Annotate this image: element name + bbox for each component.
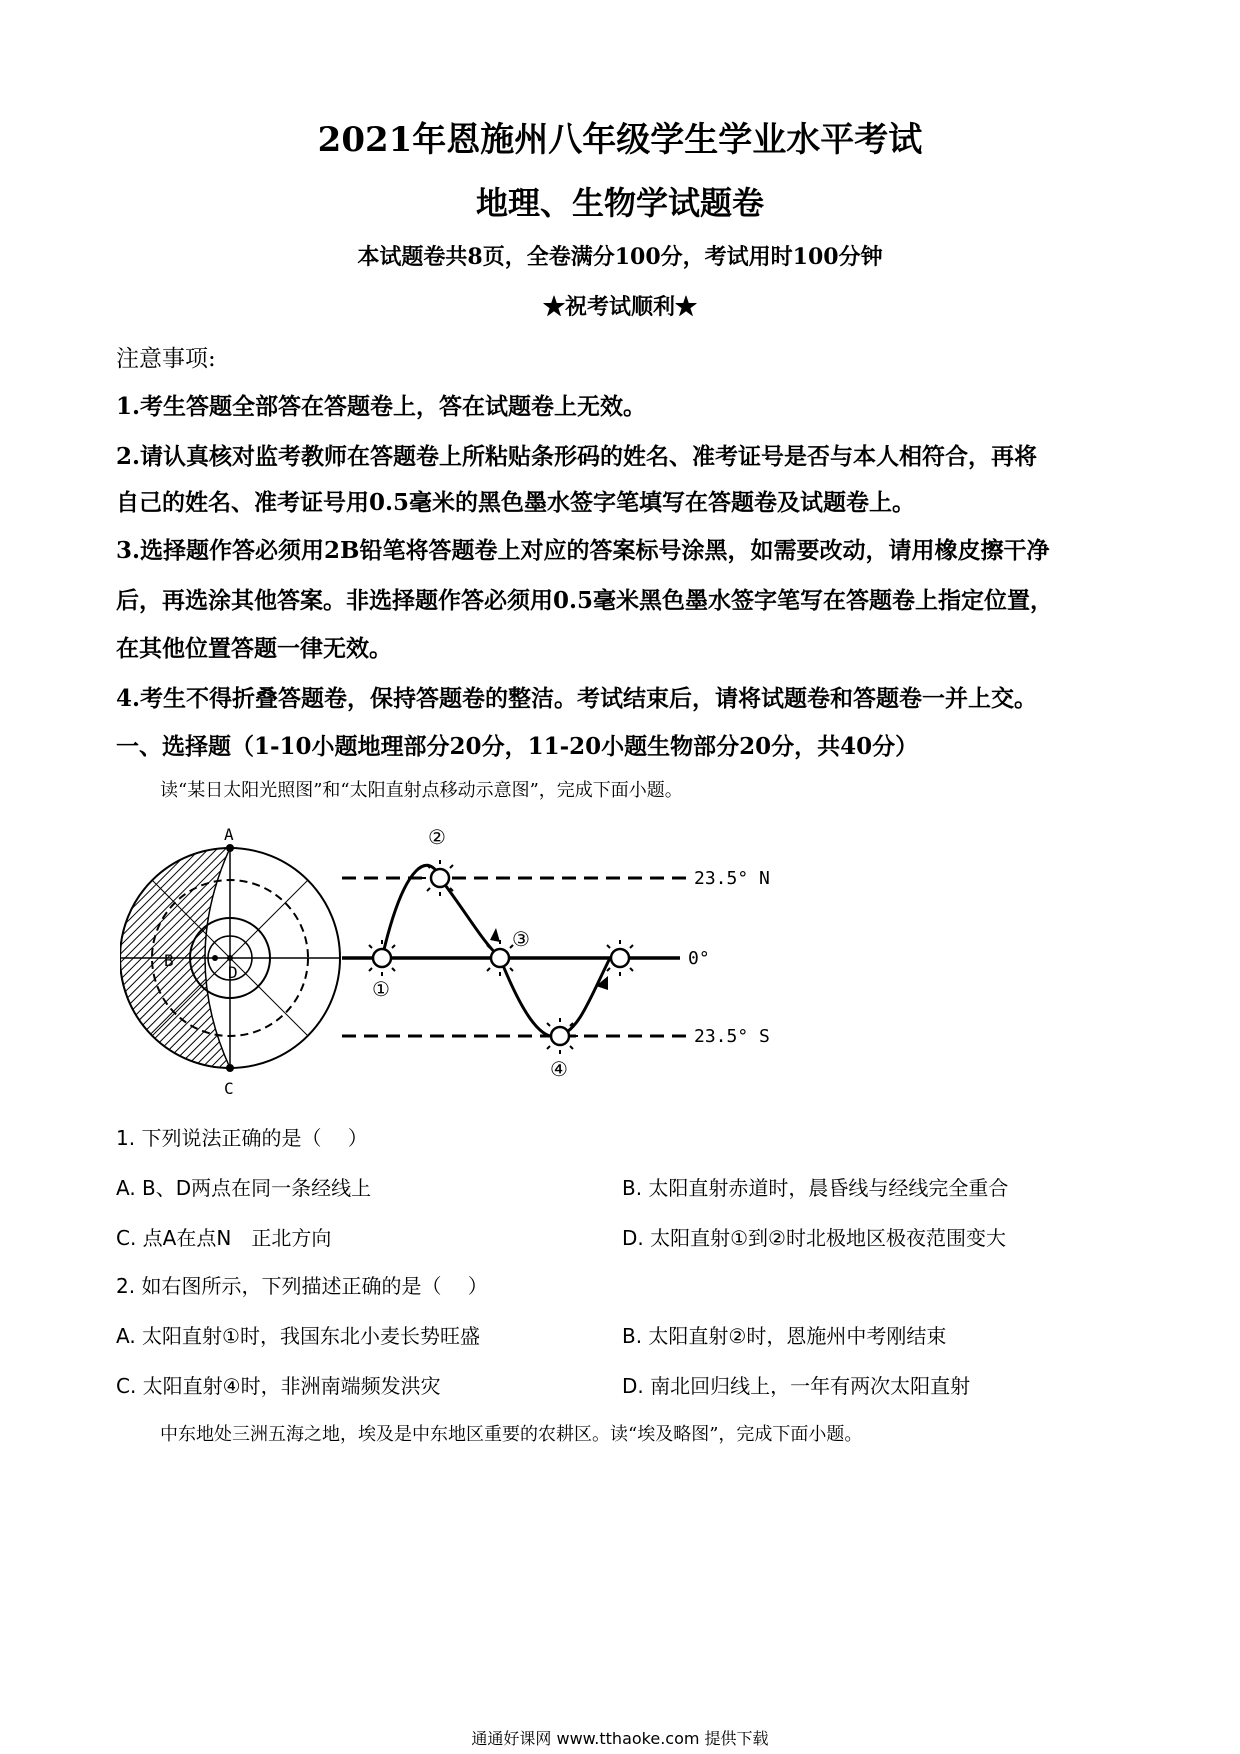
question-2-stem: 2. 如右图所示，下列描述正确的是（ ）: [116, 1274, 488, 1298]
question-1-option-c: C. 点A在点N 正北方向: [116, 1226, 332, 1250]
question-1-option-d: D. 太阳直射①到②时北极地区极夜范围变大: [622, 1226, 1006, 1250]
exam-wish: ★祝考试顺利★: [542, 294, 697, 320]
footer-source: 通通好课网 www.tthaoke.com 提供下载: [471, 1729, 769, 1748]
figure-sun-diagram: [120, 818, 800, 1102]
notice-item-4: 4.考生不得折叠答题卷，保持答题卷的整洁。考试结束后，请将试题卷和答题卷一并上交。: [116, 685, 1038, 712]
position-3-label: ③: [512, 927, 530, 951]
notice-item-3-line-3: 在其他位置答题一律无效。: [116, 635, 392, 662]
section-heading: 一、选择题（1-10小题地理部分20分，11-20小题生物部分20分，共40分）: [116, 733, 919, 760]
question-1-stem: 1. 下列说法正确的是（ ）: [116, 1126, 368, 1150]
notice-item-3-line-2: 后，再选涂其他答案。非选择题作答必须用0.5毫米黑色墨水签字笔写在答题卷上指定位置，: [116, 587, 1054, 614]
exam-title: 2021年恩施州八年级学生学业水平考试: [317, 120, 923, 160]
label-d: D: [228, 963, 238, 982]
question-intro-2: 中东地处三洲五海之地，埃及是中东地区重要的农耕区。读“埃及略图”，完成下面小题。: [160, 1424, 863, 1445]
position-1-label: ①: [372, 977, 390, 1001]
label-a: A: [224, 825, 234, 844]
question-1-option-b: B. 太阳直射赤道时，晨昏线与经线完全重合: [622, 1176, 1009, 1200]
lat-equator-label: 0°: [688, 948, 710, 969]
lat-south-label: 23.5° S: [694, 1026, 770, 1047]
notice-item-3-line-1: 3.选择题作答必须用2B铅笔将答题卷上对应的答案标号涂黑，如需要改动，请用橡皮擦干净: [116, 537, 1050, 564]
notice-item-2-line-1: 2.请认真核对监考教师在答题卷上所粘贴条形码的姓名、准考证号是否与本人相符合，再将: [116, 443, 1038, 470]
polar-globe: [120, 844, 340, 1072]
question-2-option-b: B. 太阳直射②时，恩施州中考刚结束: [622, 1324, 947, 1348]
position-4-label: ④: [550, 1057, 568, 1081]
question-intro-1: 读“某日太阳光照图”和“太阳直射点移动示意图”，完成下面小题。: [160, 780, 683, 801]
notice-item-1: 1.考生答题全部答在答题卷上，答在试题卷上无效。: [116, 393, 647, 420]
question-1-option-a: A. B、D两点在同一条经线上: [116, 1176, 372, 1200]
label-c: C: [224, 1079, 234, 1098]
question-2-option-c: C. 太阳直射④时，非洲南端频发洪灾: [116, 1374, 441, 1398]
position-2-label: ②: [428, 825, 446, 849]
notice-heading: 注意事项:: [116, 346, 216, 372]
label-b: B: [164, 951, 174, 970]
notice-item-2-line-2: 自己的姓名、准考证号用0.5毫米的黑色墨水签字笔填写在答题卷及试题卷上。: [116, 489, 916, 516]
arrow-icon: [490, 928, 500, 942]
question-2-option-a: A. 太阳直射①时，我国东北小麦长势旺盛: [116, 1324, 480, 1348]
question-2-option-d: D. 南北回归线上，一年有两次太阳直射: [622, 1374, 971, 1398]
exam-meta: 本试题卷共8页，全卷满分100分，考试用时100分钟: [357, 244, 883, 270]
exam-subtitle: 地理、生物学试题卷: [475, 184, 764, 222]
lat-north-label: 23.5° N: [694, 868, 770, 889]
